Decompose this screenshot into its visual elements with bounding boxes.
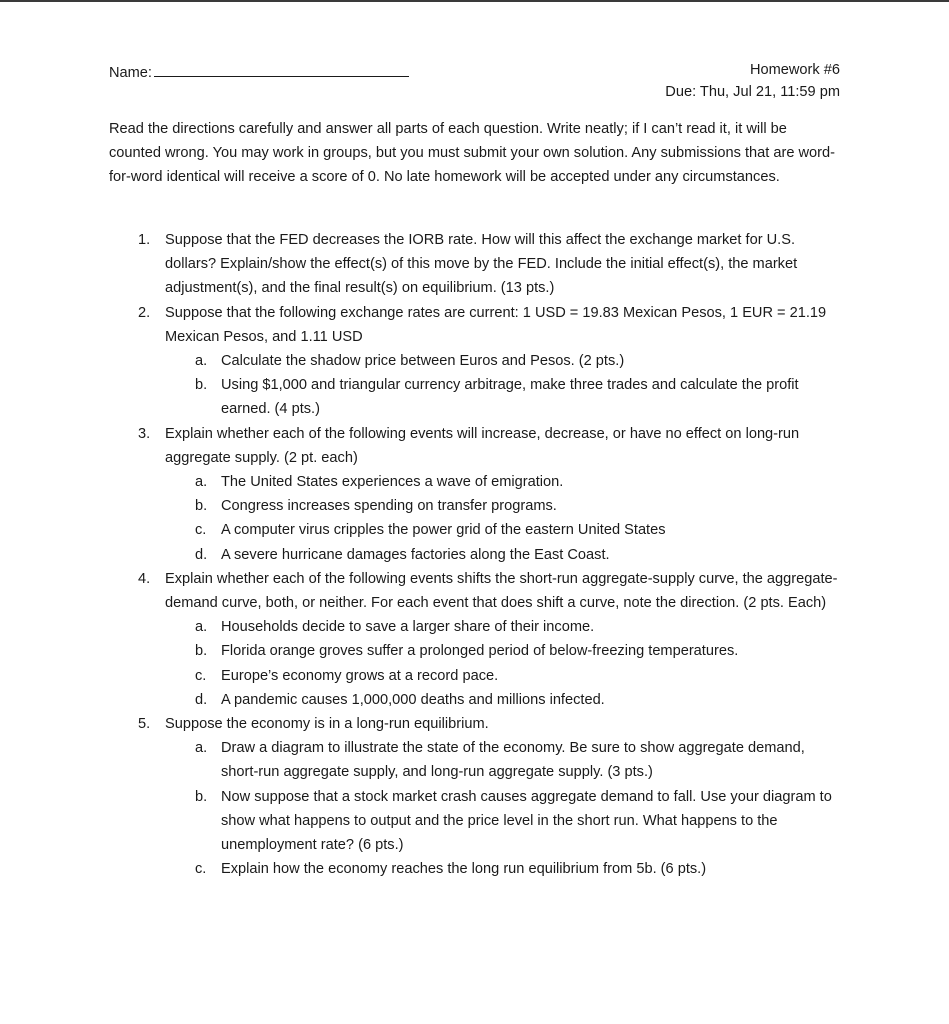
sub-question-letter: b.: [195, 377, 208, 394]
sub-question-text: Households decide to save a larger share of their income.: [221, 619, 595, 636]
sub-question-letter: a.: [195, 740, 208, 757]
question-number: 4.: [138, 570, 151, 587]
sub-question-text: A severe hurricane damages factories along the East Coast.: [221, 546, 610, 563]
sub-question-list: [165, 470, 844, 567]
question-number: 5.: [138, 716, 151, 733]
homework-title: Homework #6: [749, 62, 840, 78]
question-text: Suppose the economy is in a long-run equilibrium.: [165, 716, 489, 733]
sub-question-letter: d.: [195, 546, 208, 563]
sub-question-item: [165, 615, 844, 639]
sub-question-letter: c.: [195, 861, 207, 878]
sub-question-item: [165, 494, 844, 518]
question-item: [109, 712, 844, 881]
sub-question-letter: c.: [195, 667, 207, 684]
sub-question-text: Now suppose that a stock market crash causes aggregate demand to fall. Use your diagram to show what happens to output and the price level in the short run. What happens to the unemployment rate? (6 pts.): [221, 788, 832, 854]
due-date: Due: Thu, Jul 21, 11:59 pm: [665, 84, 840, 100]
sub-question-text: Using $1,000 and triangular currency arbitrage, make three trades and calculate the profit earned. (4 pts.): [221, 377, 799, 418]
sub-question-text: Congress increases spending on transfer programs.: [221, 498, 557, 515]
question-number: 1.: [138, 232, 151, 248]
question-list: [109, 228, 844, 881]
question-item: [109, 301, 844, 422]
question-text: Suppose that the FED decreases the IORB rate. How will this affect the exchange market for U.S. dollars? Explain/show the effect(s) of this move by the FED. Include the initial effect(s), the market adjustment(s), and the final result(s) on equilibrium. (13 pts.): [165, 232, 798, 297]
question-item: [109, 228, 844, 301]
question-text: Explain whether each of the following events will increase, decrease, or have no effect on long-run aggregate supply. (2 pt. each): [165, 425, 800, 466]
sub-question-letter: a.: [195, 619, 208, 636]
sub-question-list: [165, 736, 844, 881]
sub-question-item: [165, 736, 844, 784]
sub-question-text: Calculate the shadow price between Euros and Pesos. (2 pts.): [221, 353, 625, 370]
sub-question-item: [165, 664, 844, 688]
sub-question-letter: c.: [195, 522, 207, 539]
question-number: 2.: [138, 304, 151, 321]
sub-question-letter: b.: [195, 498, 208, 515]
sub-question-letter: a.: [195, 474, 208, 491]
sub-question-item: [165, 470, 844, 494]
question-text: Suppose that the following exchange rates are current: 1 USD = 19.83 Mexican Pesos, 1 EUR = 21.19 Mexican Pesos, and 1.11 USD: [165, 304, 827, 345]
sub-question-text: Florida orange groves suffer a prolonged period of below-freezing temperatures.: [221, 643, 739, 660]
sub-question-text: A pandemic causes 1,000,000 deaths and millions infected.: [221, 691, 605, 708]
sub-question-letter: b.: [195, 788, 208, 805]
question-text: Explain whether each of the following events shifts the short-run aggregate-supply curve, the aggregate-demand curve, both, or neither. For each event that does shift a curve, note the direction. (2 pts. Each): [165, 570, 838, 612]
question-item: [109, 422, 844, 567]
sub-question-letter: d.: [195, 691, 208, 708]
sub-question-item: [165, 639, 844, 663]
sub-question-item: [165, 543, 844, 567]
sub-question-text: The United States experiences a wave of emigration.: [221, 474, 564, 491]
question-number: 3.: [138, 425, 151, 442]
sub-question-text: Europe’s economy grows at a record pace.: [221, 667, 499, 684]
sub-question-letter: a.: [195, 353, 208, 370]
sub-question-letter: b.: [195, 643, 208, 660]
sub-question-list: [165, 615, 844, 712]
name-label: Name:: [109, 65, 152, 81]
sub-question-item: [165, 373, 844, 421]
sub-question-item: [165, 518, 844, 542]
sub-question-item: [165, 857, 844, 881]
name-blank-line: [154, 61, 409, 77]
sub-question-text: A computer virus cripples the power grid of the eastern United States: [221, 522, 666, 539]
sub-question-text: Draw a diagram to illustrate the state of the economy. Be sure to show aggregate demand, short-run aggregate supply, and long-run aggregate supply. (3 pts.): [221, 740, 805, 781]
instructions-paragraph: Read the directions carefully and answer all parts of each question. Write neatly; if I can’t read it, it will be counted wrong. You may work in groups, but you must submit your own solution. Any submissions that are word-for-word identical will receive a score of 0. No late homework will be accepted under any circumstances.: [109, 121, 836, 186]
question-item: [109, 567, 844, 712]
sub-question-item: [165, 688, 844, 712]
sub-question-list: [165, 349, 844, 422]
name-field: [109, 61, 409, 82]
sub-question-text: Explain how the economy reaches the long run equilibrium from 5b. (6 pts.): [221, 861, 707, 878]
sub-question-item: [165, 349, 844, 373]
sub-question-item: [165, 785, 844, 858]
